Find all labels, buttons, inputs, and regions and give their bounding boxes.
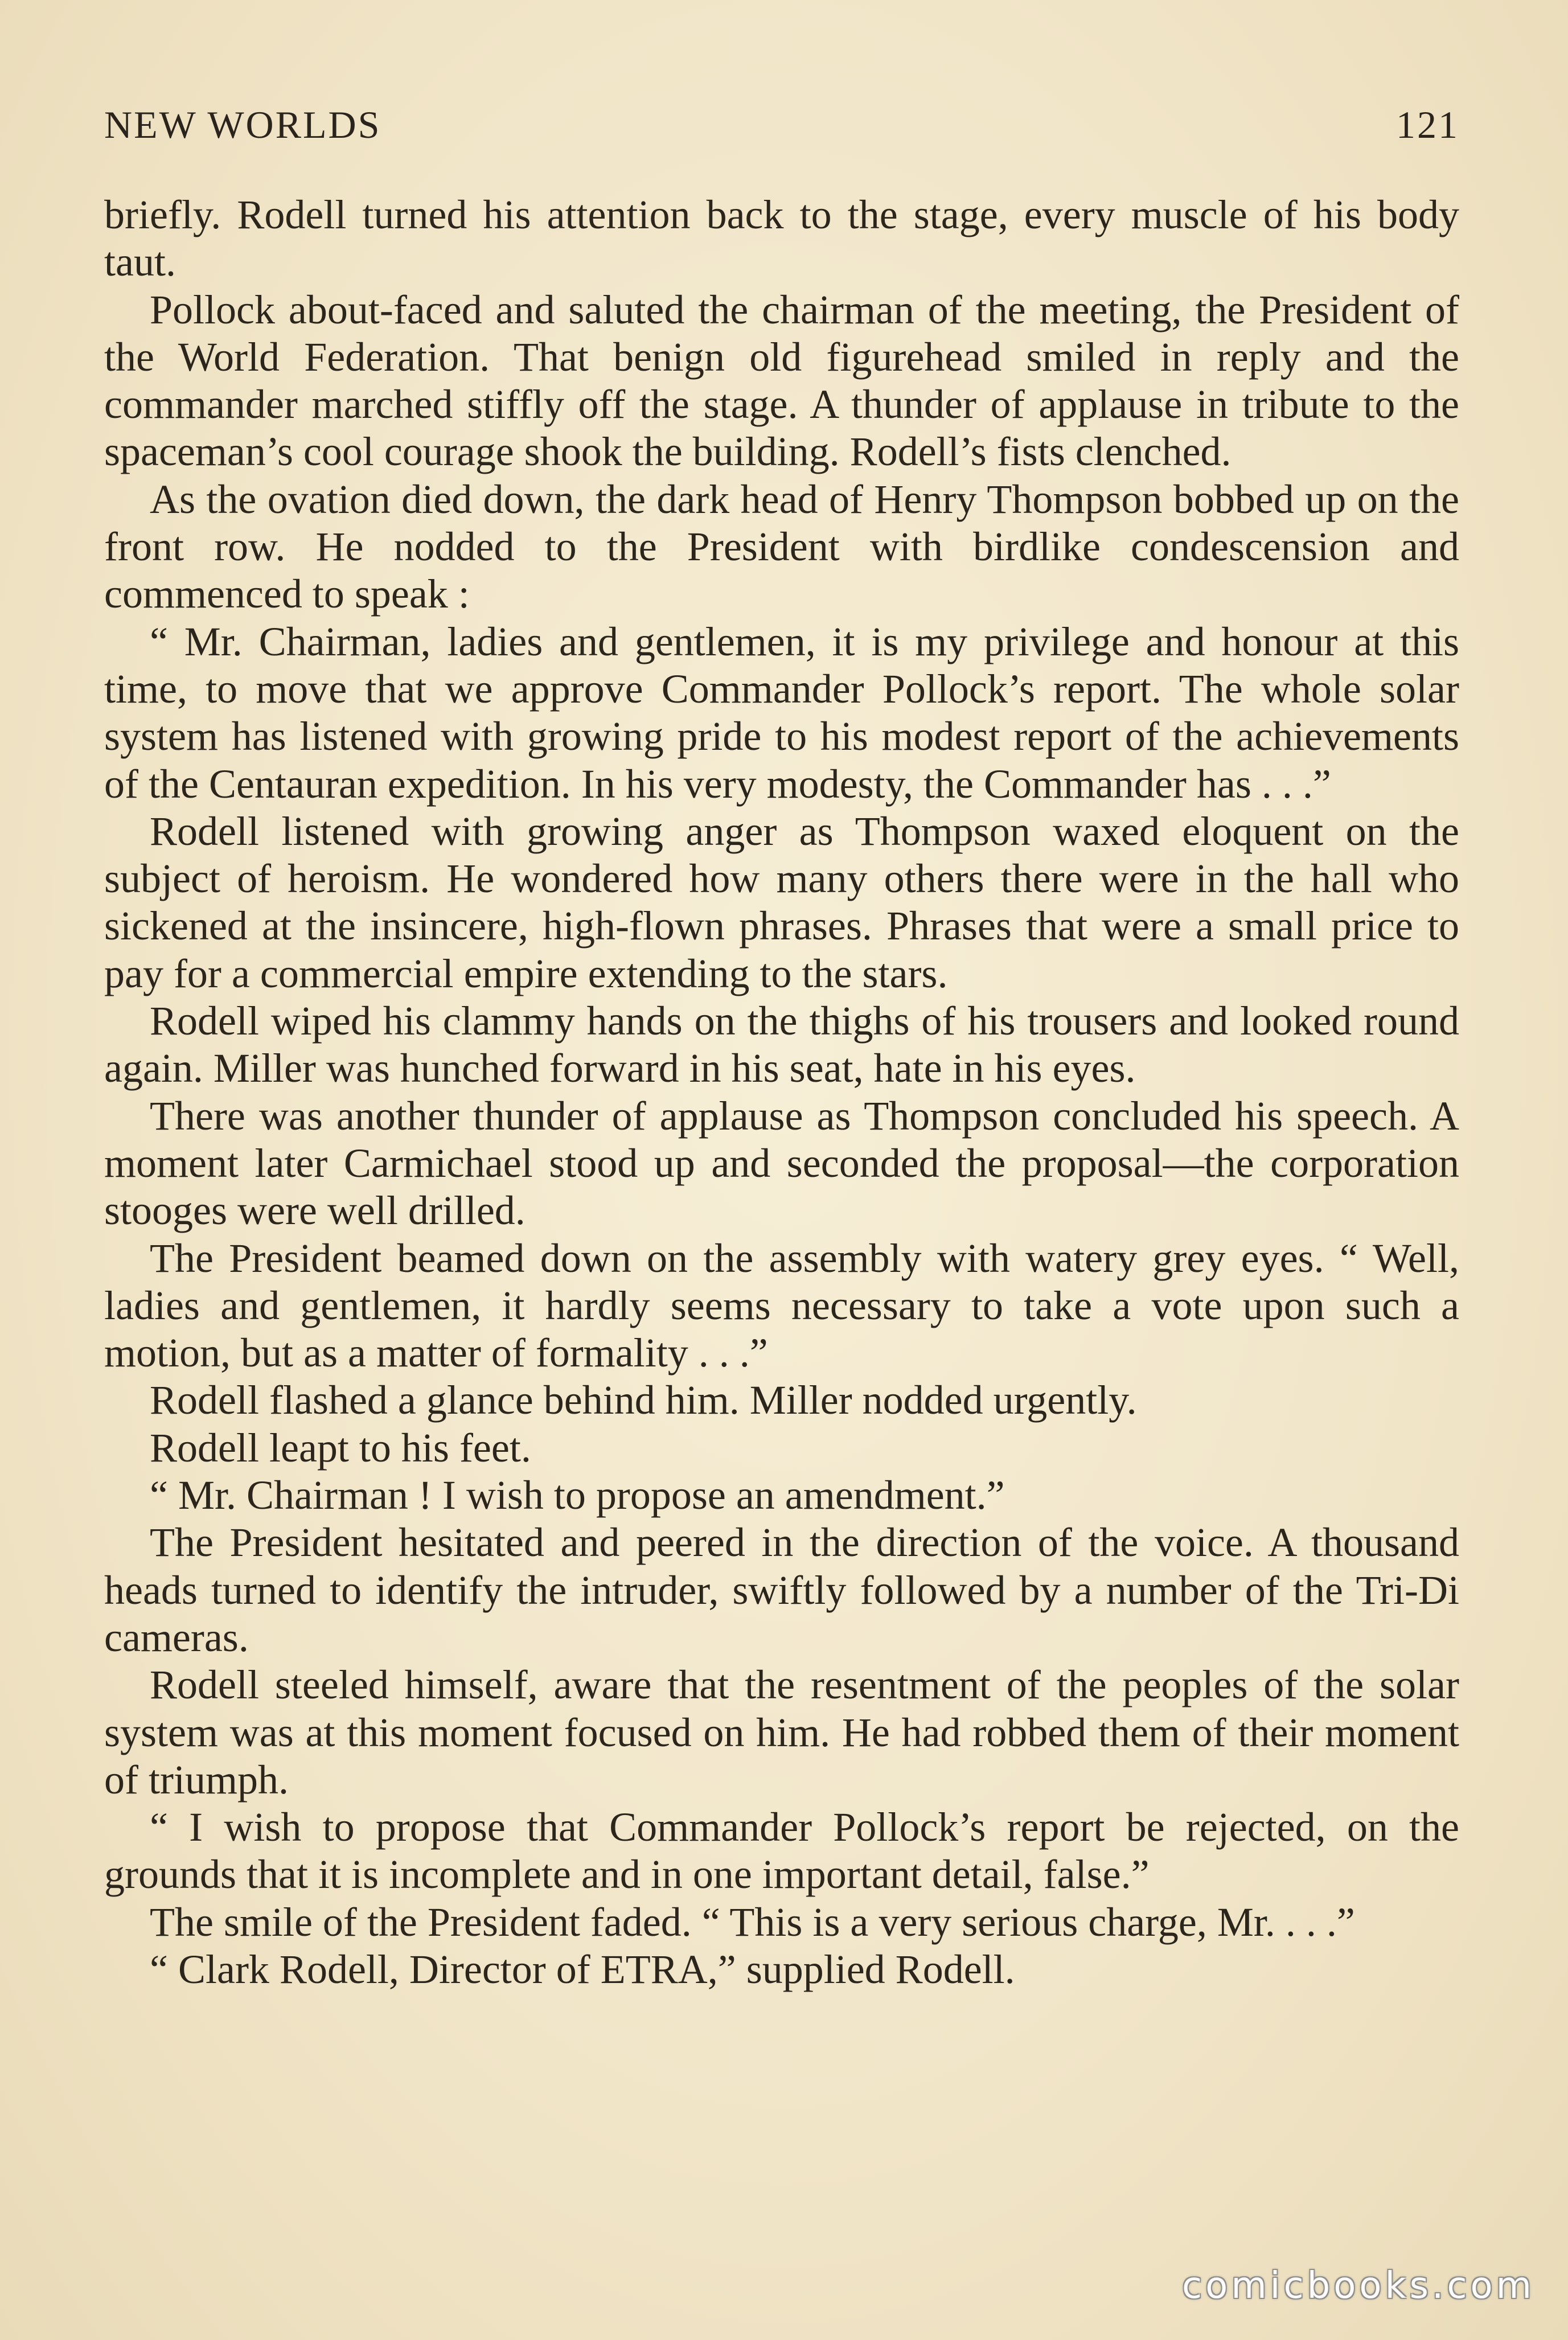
paragraph: Rodell wiped his clammy hands on the thighs of his trousers and looked round again. Miller was hunched forward in his seat, hate in his eyes. [104, 998, 1459, 1091]
paragraph: The President hesitated and peered in the direction of the voice. A thousand heads turned to identify the intruder, swiftly followed by a number of the Tri-Di cameras. [104, 1520, 1459, 1660]
paragraph: “ I wish to propose that Commander Pollock’s report be rejected, on the grounds that it is incomplete and in one important detail, false.” [104, 1804, 1459, 1898]
paragraph: Rodell leapt to his feet. [150, 1424, 531, 1471]
paragraph: There was another thunder of applause as Thompson concluded his speech. A moment later Carmichael stood up and seconded the proposal—the corporation stooges were well drilled. [104, 1093, 1459, 1234]
paragraph: Rodell flashed a glance behind him. Miller nodded urgently. [150, 1377, 1137, 1423]
watermark: comicbooks.com [1181, 2265, 1535, 2307]
paragraph: As the ovation died down, the dark head of Henry Thompson bobbed up on the front row. He nodded to the President with birdlike condescension and commenced to speak : [104, 476, 1459, 617]
running-head [104, 102, 1459, 154]
paragraph: briefly. Rodell turned his attention back to the stage, every muscle of his body taut. [104, 192, 1459, 285]
paragraph: Rodell steeled himself, aware that the resentment of the peoples of the solar system was at this moment focused on him. He had robbed them of their moment of triumph. [104, 1662, 1459, 1803]
paragraph: “ Clark Rodell, Director of ETRA,” supplied Rodell. [150, 1946, 1015, 1992]
paragraph: “ Mr. Chairman ! I wish to propose an amendment.” [150, 1472, 1005, 1518]
page-number: 121 [1396, 103, 1459, 146]
paragraph: “ Mr. Chairman, ladies and gentlemen, it is my privilege and honour at this time, to move that we approve Commander Pollock’s report. The whole solar system has listened with growing pride to his modest report of the achievements of the Centauran expedition. In his very modesty, the Commander has . . .” [104, 618, 1459, 807]
paragraph: Rodell listened with growing anger as Thompson waxed eloquent on the subject of heroism. He wondered how many others there were in the hall who sickened at the insincere, high-flown phrases. Phrases that were a small price to pay for a commercial empire extending to the stars. [104, 808, 1459, 996]
paragraph: The President beamed down on the assembly with watery grey eyes. “ Well, ladies and gentlemen, it hardly seems necessary to take a vote upon such a motion, but as a matter of formality . . .” [104, 1235, 1459, 1376]
body-text [104, 191, 1459, 1993]
running-title: NEW WORLDS [104, 103, 381, 146]
paragraph: The smile of the President faded. “ This is a very serious charge, Mr. . . .” [150, 1899, 1355, 1945]
paragraph: Pollock about-faced and saluted the chairman of the meeting, the President of the World Federation. That benign old figurehead smiled in reply and the commander marched stiffly off the stage. A thunder of applause in tribute to the spaceman’s cool courage shook the building. Rodell’s fists clenched. [104, 286, 1459, 475]
